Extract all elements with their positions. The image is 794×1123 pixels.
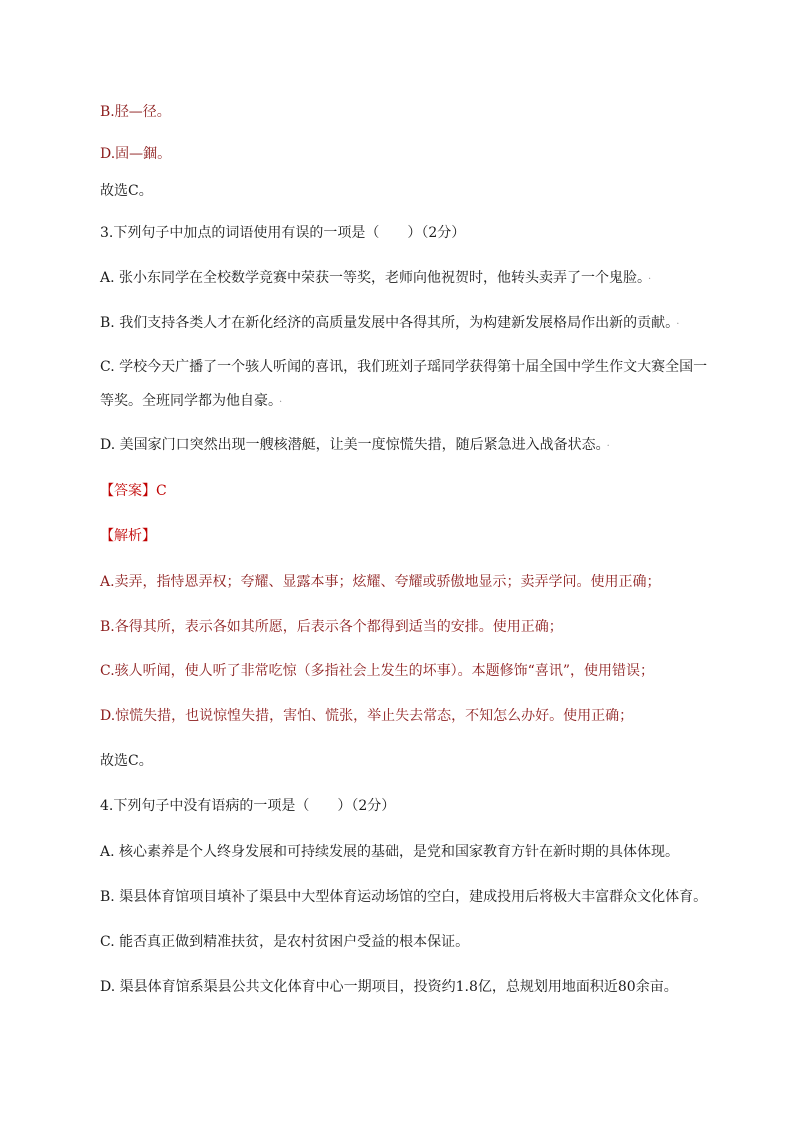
q3-stem: 3.下列句子中加点的词语使用有误的一项是（ ）（2分） [100, 225, 466, 241]
q3-explain-a: A.卖弄，指恃恩弄权；夸耀、显露本事；炫耀、夸耀或骄傲地显示；卖弄学问。使用正确； [100, 574, 661, 590]
prev-choice: 故选C。 [100, 183, 153, 199]
q3-choice: 故选C。 [100, 753, 153, 769]
prev-option-d: D.固—錮。 [100, 146, 172, 162]
q3-explain-c: C.骇人听闻，使人听了非常吃惊（多指社会上发生的坏事）。本题修饰“喜讯”，使用错误； [100, 663, 654, 679]
q3-option-d: D. 美国家门口突然出现一艘核潜艇，让美一度惊慌失措，随后紧急进入战备状态。 · [100, 437, 610, 453]
q3-option-c: C. 学校今天广播了一个骇人听闻的喜讯，我们班刘子瑶同学获得第十届全国中学生作文大赛全国一等奖。全班同学都为他自豪。 · [100, 359, 708, 409]
q3-option-a: A. 张小东同学在全校数学竞赛中荣获一等奖，老师向他祝贺时，他转头卖弄了一个鬼脸。 · [100, 270, 652, 286]
q4-option-a: A. 核心素养是个人终身发展和可持续发展的基础，是党和国家教育方针在新时期的具体体现。 [100, 844, 680, 860]
prev-option-b: B.胫—径。 [100, 104, 171, 120]
q3-explain-d: D.惊慌失措，也说惊惶失措，害怕、慌张，举止失去常态，不知怎么办好。使用正确； [100, 708, 634, 724]
q4-stem: 4.下列句子中没有语病的一项是（ ）（2分） [100, 798, 396, 814]
q4-option-c: C. 能否真正做到精准扶贫，是农村贫困户受益的根本保证。 [100, 934, 470, 950]
q3-analysis-label: 【解析】 [100, 528, 156, 544]
q3-answer: 【答案】C [100, 483, 167, 499]
q4-option-b: B. 渠县体育馆项目填补了渠县中大型体育运动场馆的空白，建成投用后将极大丰富群众文化体育。 [100, 889, 708, 905]
q3-explain-b: B.各得其所，表示各如其所愿，后表示各个都得到适当的安排。使用正确； [100, 619, 563, 635]
q4-option-d: D. 渠县体育馆系渠县公共文化体育中心一期项目，投资约1.8亿，总规划用地面积近80余亩。 [100, 979, 678, 995]
q3-option-b: B. 我们支持各类人才在新化经济的高质量发展中各得其所，为构建新发展格局作出新的贡献。 · [100, 315, 680, 331]
